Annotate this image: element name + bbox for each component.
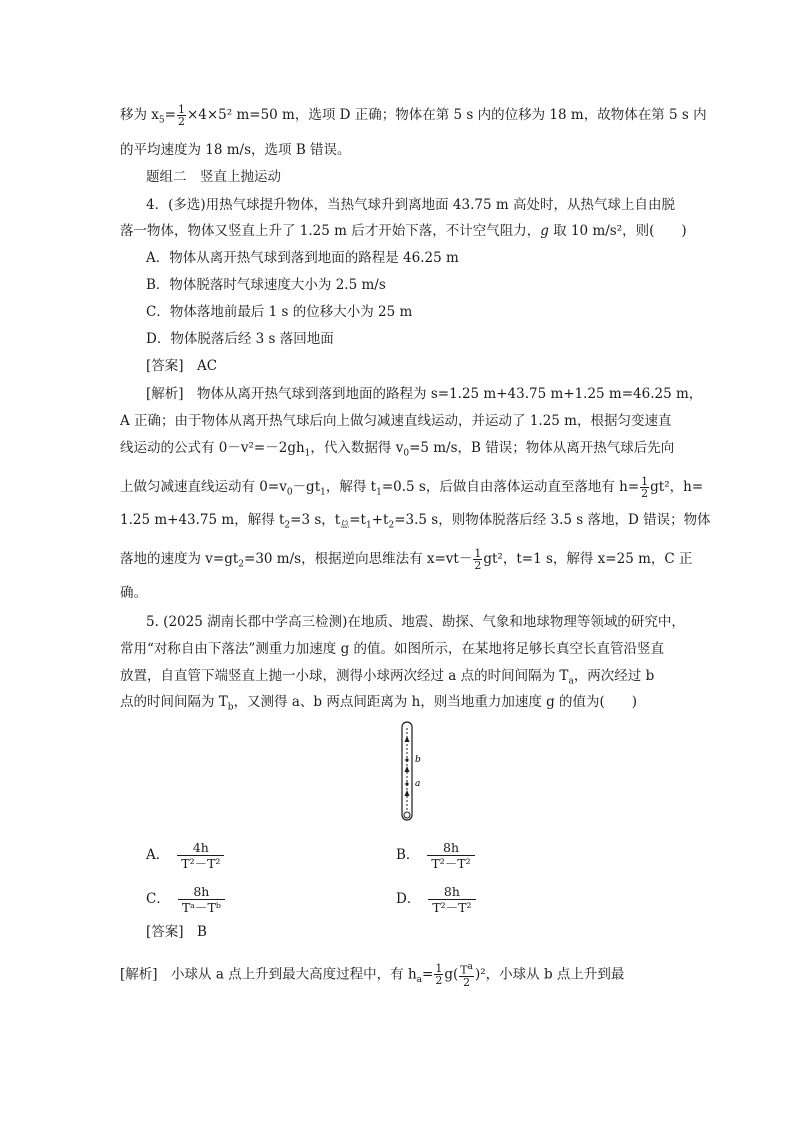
explanation-line: [解析] 物体从离开热气球到落到地面的路程为 s=1.25 m+43.75 m+1.25 m=46.25 m， — [146, 386, 703, 402]
option-5-a — [146, 840, 224, 871]
explanation-line — [120, 962, 680, 990]
variable: g — [540, 223, 549, 239]
numerator: 1 — [641, 475, 649, 488]
text-run: 落一物体，物体又竖直上升了 1.25 m 后才开始下落，不计空气阻力， — [120, 223, 541, 239]
subscript: 1 — [320, 487, 326, 498]
explanation-line — [120, 547, 693, 575]
fraction — [178, 884, 225, 915]
explanation-line — [120, 438, 680, 464]
fraction — [428, 884, 475, 915]
text-line: 的平均速度为 18 m/s，选项 B 错误。 — [120, 142, 351, 158]
denominator: T²－T² — [432, 900, 472, 915]
subscript: 0 — [403, 448, 410, 459]
subscript: 1 — [365, 520, 372, 531]
denominator: 2 — [435, 974, 443, 988]
text-run: )²，小球从 b 点上升到最 — [474, 966, 625, 983]
question-5-line-4 — [120, 692, 680, 718]
text-line — [120, 103, 707, 131]
fraction — [640, 476, 649, 499]
text-run: =3.5 s，则物体脱落后经 3.5 s 落地，D 错误；物体 — [394, 512, 711, 528]
text-run: ，又测得 a、b 两点间距离为 h，则当地重力加速度 g 的值为( ) — [233, 694, 638, 710]
subscript: b — [227, 702, 234, 713]
text-run: 上做匀减速直线运动有 0=v — [120, 479, 287, 495]
arrow-up-icon — [405, 736, 410, 742]
option-b: B．物体脱落时气球速度大小为 2.5 m/s — [146, 277, 386, 293]
numerator: 1 — [177, 103, 185, 116]
explanation-line — [120, 475, 704, 503]
question-4-line-1: 4．(多选)用热气球提升物体，当热气球升到离地面 43.75 m 高处时，从热气球上自由脱 — [146, 197, 675, 213]
explanation-line: A 正确；由于物体从离开热气球后向上做匀减速直线运动，并运动了 1.25 m，根据匀变速直 — [120, 413, 672, 429]
denominator: Tᵃ－Tᵇ — [181, 900, 221, 915]
question-5-line-3 — [120, 666, 680, 692]
text-run: =t — [349, 512, 366, 528]
text-run: ×4×5² m=50 m，选项 D 正确；物体在第 5 s 内的位移为 18 m，故物体在第 5 s 内 — [186, 107, 707, 123]
subscript: a — [416, 975, 423, 986]
text-run: 取 10 m/s²，则( ) — [548, 223, 687, 239]
text-run: gt²，h= — [650, 479, 704, 495]
option-5-d — [396, 884, 476, 915]
text-run: ，代入数据得 v — [310, 440, 404, 456]
point-b-marker — [405, 758, 408, 761]
text-run: =5 m/s，B 错误；物体从离开热气球后先向 — [409, 440, 675, 456]
subscript: 2 — [238, 559, 245, 570]
fraction — [177, 104, 186, 127]
fraction — [473, 548, 482, 571]
text-run: ²=－2gh — [248, 440, 305, 456]
fraction — [459, 962, 474, 988]
ball-icon — [404, 812, 410, 818]
option-label: A． — [146, 847, 170, 863]
option-5-c — [146, 884, 225, 915]
question-5-line-1: 5. (2025 湖南长郡中学高三检测)在地质、地震、勘探、气象和地球物理等领域的研究中， — [146, 614, 685, 630]
fraction — [177, 840, 224, 871]
text-run: －gt — [292, 479, 321, 495]
subscript: a — [568, 676, 574, 687]
section-heading: 题组二 竖直上抛运动 — [146, 169, 281, 185]
label-b: b — [415, 755, 421, 765]
text-run: ，两次经过 b — [573, 668, 655, 684]
text-run: =3 s，t — [290, 512, 341, 528]
numerator — [459, 962, 474, 977]
subscript: 总 — [340, 520, 350, 531]
answer-5: [答案] B — [146, 924, 207, 940]
text-run: =0.5 s，后做自由落体运动直至落地有 h= — [381, 479, 640, 495]
option-label: D． — [396, 891, 421, 907]
numerator: 8h — [178, 884, 225, 900]
arrow-up-icon — [405, 766, 410, 772]
numerator: 1 — [435, 962, 443, 976]
subscript: 1 — [376, 487, 382, 498]
denominator: 2 — [641, 487, 649, 500]
text-run: g( — [444, 966, 459, 983]
fraction — [434, 963, 443, 986]
explanation-line — [120, 510, 711, 536]
label-a: a — [415, 779, 421, 789]
subscript: 5 — [158, 115, 165, 126]
text-run: gt²，t=1 s，解得 x=25 m，C 正 — [483, 551, 693, 567]
text-run: 放置，自直管下端竖直上抛一小球，测得小球两次经过 a 点的时间间隔为 T — [120, 668, 569, 684]
option-a: A．物体从离开热气球到落到地面的路程是 46.25 m — [146, 250, 459, 266]
denominator: T²－T² — [431, 856, 471, 871]
arrow-up-icon — [405, 790, 410, 796]
denominator: T²－T² — [181, 856, 221, 871]
numerator: 8h — [428, 884, 475, 900]
text-run: 1.25 m+43.75 m，解得 t — [120, 512, 285, 528]
option-c: C．物体落地前最后 1 s 的位移大小为 25 m — [146, 304, 413, 320]
text-run: 点的时间间隔为 T — [120, 694, 228, 710]
question-5-line-2: 常用“对称自由下落法”测重力加速度 g 的值。如图所示，在某地将足够长真空长直管沿竖直 — [120, 641, 665, 657]
numerator: 1 — [474, 547, 482, 560]
question-4-line-2 — [120, 221, 687, 241]
text-run: +t — [371, 512, 389, 528]
denominator: 2 — [177, 115, 185, 128]
denominator: 2 — [463, 975, 471, 989]
text-run: = — [422, 966, 434, 983]
denominator: 2 — [474, 559, 482, 572]
text-run: [解析] 小球从 a 点上升到最大高度过程中，有 h — [120, 966, 417, 983]
text-run: T — [460, 963, 468, 977]
text-run: ，解得 t — [325, 479, 377, 495]
option-label: C． — [146, 891, 170, 907]
explanation-line: 确。 — [120, 585, 147, 601]
text-run: =30 m/s，根据逆向思维法有 x=vt－ — [244, 551, 473, 567]
option-5-b — [396, 840, 475, 871]
text-run: 移为 x — [120, 107, 159, 123]
fraction — [427, 840, 474, 871]
point-a-marker — [405, 782, 408, 785]
answer-4: [答案] AC — [146, 358, 218, 374]
numerator: 8h — [427, 840, 474, 856]
text-run: 线运动的公式有 0－v — [120, 440, 249, 456]
text-run: = — [164, 107, 176, 123]
subscript: 0 — [286, 487, 293, 498]
numerator: 4h — [177, 840, 224, 856]
subscript: 2 — [284, 520, 291, 531]
superscript: a — [467, 962, 473, 972]
text-run: 落地的速度为 v=gt — [120, 551, 239, 567]
option-label: B． — [396, 847, 420, 863]
subscript: 2 — [388, 520, 395, 531]
vacuum-tube-figure — [384, 718, 430, 826]
option-d: D．物体脱落后经 3 s 落回地面 — [146, 331, 334, 347]
subscript: 1 — [304, 448, 311, 459]
